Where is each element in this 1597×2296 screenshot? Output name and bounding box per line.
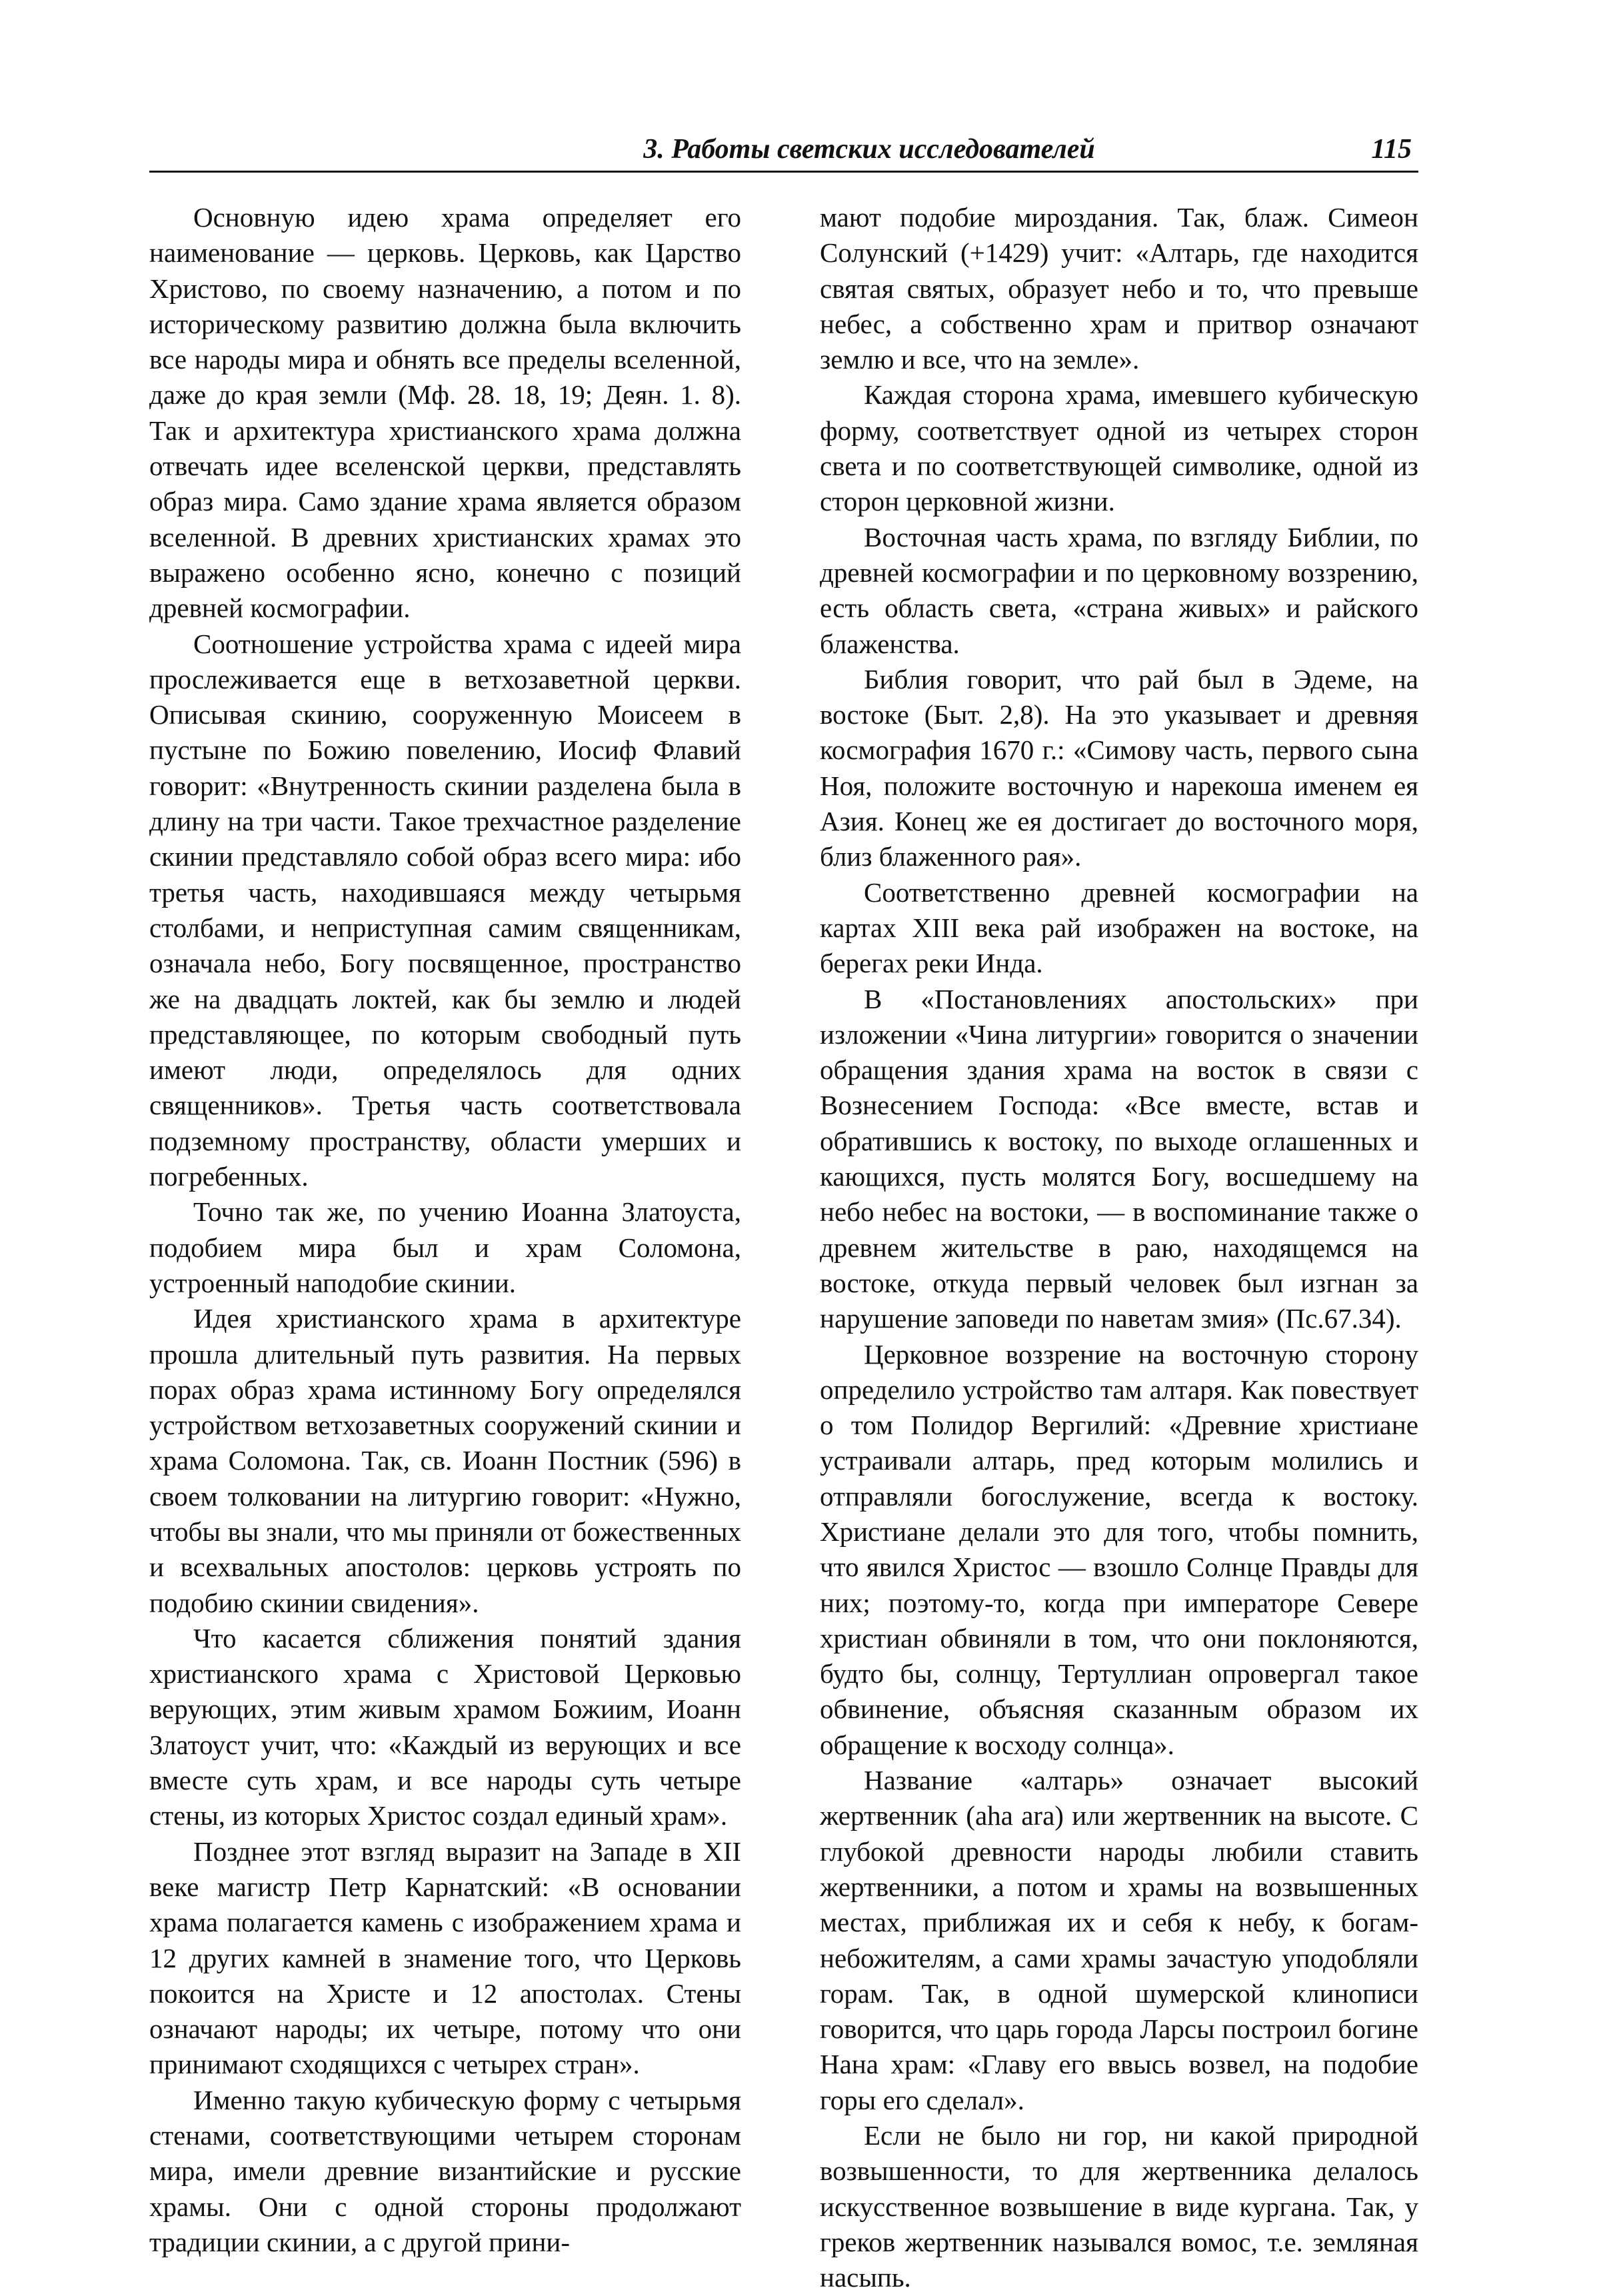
- right-column: [820, 200, 1418, 2296]
- paragraph: Восточная часть храма, по взгляду Библии, по древней космографии и по церковному воззрению, есть область света, «страна живых» и райского блаженства.: [820, 521, 1418, 659]
- left-column: [149, 200, 741, 2260]
- paragraph: Что касается сближения понятий здания христианского храма с Христовой Церковью верующих, этим живым храмом Божиим, Иоанн Златоуст учит, что: «Каждый из верующих и все вместе суть храм, и все народы суть четыре стены, из которых Христос создал единый храм».: [149, 1622, 741, 1831]
- paragraph: Соотношение устройства храма с идеей мира прослеживается еще в ветхозаветной церкви. Описывая скинию, сооруженную Моисеем в пустыне по Божию повелению, Иосиф Флавий говорит: «Внутренность скинии разделена была в длину на три части. Такое трехчастное разделение скинии представляло собой образ всего мира: ибо третья часть, находившаяся между четырьмя столбами, и неприступная самим священникам, означала небо, Богу посвященное, пространство же на двадцать локтей, как бы землю и людей представляющее, по которым свободный путь имеют люди, определялось для одних священников». Третья часть соответствовала подземному пространству, области умерших и погребенных.: [149, 628, 741, 1192]
- paragraph: Основную идею храма определяет его наименование — церковь. Церковь, как Царство Христово, по своему назначению, а потом и по историческому развитию должна была включить все народы мира и обнять все пределы вселенной, даже до края земли (Мф. 28. 18, 19; Деян. 1. 8). Так и архитектура христианского храма должна отвечать идее вселенской церкви, представлять образ мира. Само здание храма является образом вселенной. В древних христианских храмах это выражено особенно ясно, конечно с позиций древней космографии.: [149, 202, 741, 624]
- paragraph: Соответственно древней космографии на картах XIII века рай изображен на востоке, на берегах реки Инда.: [820, 876, 1418, 979]
- page-number: 115: [1371, 134, 1412, 165]
- paragraph: Если не было ни гор, ни какой природной возвышенности, то для жертвенника делалось искусственное возвышение в виде кургана. Так, у греков жертвенник назывался вомос, т.е. земляная насыпь.: [820, 2120, 1418, 2293]
- paragraph: Каждая сторона храма, имевшего кубическую форму, соответствует одной из четырех сторон света и по соответствующей символике, одной из сторон церковной жизни.: [820, 379, 1418, 517]
- paragraph: Церковное воззрение на восточную сторону определило устройство там алтаря. Как повествует о том Полидор Вергилий: «Древние христиане устраивали алтарь, пред которым молились и отправляли богослужение, всегда к востоку. Христиане делали это для того, чтобы помнить, что явился Христос — взошло Солнце Правды для них; поэтому-то, когда при императоре Севере христиан обвиняли в том, что они поклоняются, будто бы, солнцу, Тертуллиан опровергал такое обвинение, объясняя сказанным образом их обращение к восходу солнца».: [820, 1338, 1418, 1760]
- paragraph: В «Постановлениях апостольских» при изложении «Чина литургии» говорится о значении обращения здания храма на восток в связи с Вознесением Господа: «Все вместе, встав и обратившись к востоку, по выходе оглашенных и кающихся, пусть молятся Богу, восшедшему на небо небес на востоки, — в воспоминание также о древнем жительстве в раю, находящемся на востоке, откуда первый человек был изгнан за нарушение заповеди по наветам змия» (Пс.67.34).: [820, 983, 1418, 1334]
- paragraph: Идея христианского храма в архитектуре прошла длительный путь развития. На первых порах образ храма истинному Богу определялся устройством ветхозаветных сооружений скинии и храма Соломона. Так, св. Иоанн Постник (596) в своем толковании на литургию говорит: «Нужно, чтобы вы знали, что мы приняли от божественных и всехвальных апостолов: церковь устроять по подобию скинии свидения».: [149, 1303, 741, 1618]
- paragraph-continued: мают подобие мироздания. Так, блаж. Симеон Солунский (+1429) учит: «Алтарь, где находится святая святых, образует небо и то, что превыше небес, а собственно храм и притвор означают землю и все, что на земле».: [820, 202, 1418, 375]
- paragraph: Название «алтарь» означает высокий жертвенник (aha ara) или жертвенник на высоте. С глубокой древности народы любили ставить жертвенники, а потом и храмы на возвышенных местах, приближая их и себя к небу, к богам-небожителям, а сами храмы зачастую уподобляли горам. Так, в одной шумерской клинописи говорится, что царь города Ларсы построил богине Нана храм: «Главу его ввысь возвел, на подобие горы его сделал».: [820, 1765, 1418, 2115]
- paragraph: Точно так же, по учению Иоанна Златоуста, подобием мира был и храм Соломона, устроенный наподобие скинии.: [149, 1196, 741, 1298]
- paragraph: Библия говорит, что рай был в Эдеме, на востоке (Быт. 2,8). На это указывает и древняя космография 1670 г.: «Симову часть, первого сына Ноя, положите восточную и нарекоша именем ея Азия. Конец же ея достигает до восточного моря, близ блаженного рая».: [820, 663, 1418, 872]
- paragraph: Именно такую кубическую форму с четырьмя стенами, соответствующими четырем сторонам мира, имели древние византийские и русские храмы. Они с одной стороны продолжают традиции скинии, а с другой прини-: [149, 2084, 741, 2257]
- running-title: 3. Работы светских исследователей: [643, 134, 1095, 165]
- running-header: [149, 131, 1418, 173]
- paragraph: Позднее этот взгляд выразит на Западе в XII веке магистр Петр Карнатский: «В основании храма полагается камень с изображением храма и 12 других камней в знамение того, что Церковь покоится на Христе и 12 апостолах. Стены означают народы; их четыре, потому что они принимают сходящихся с четырех стран».: [149, 1835, 741, 2080]
